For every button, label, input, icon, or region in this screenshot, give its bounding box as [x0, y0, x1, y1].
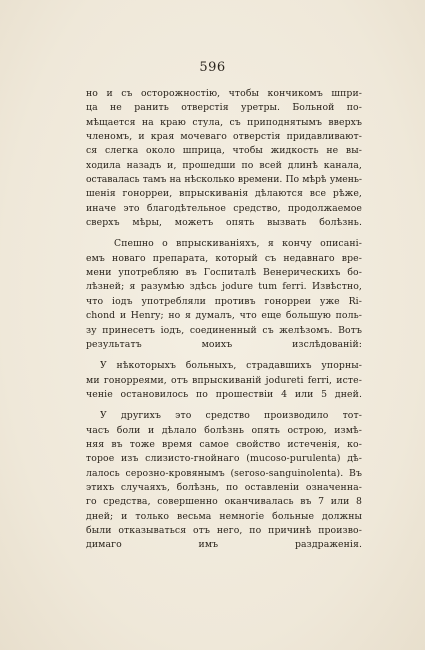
page-number: 596 — [199, 60, 226, 75]
text-line: часъ боли и дѣлало болѣзнь опять острою, измѣ- — [86, 424, 362, 436]
text-line: лѣзней; я разумѣю здѣсь jodure tum ferri. Извѣстно, — [86, 281, 362, 293]
text-line: шенія гонорреи, впрыскиванія дѣлаются все рѣже, — [86, 188, 362, 200]
text-line: няя въ тоже время самое свойство истеченія, ко- — [86, 438, 362, 450]
text-line: результатъ моихъ изслѣдованій: — [86, 338, 362, 350]
text-line: мени употребляю въ Госпиталѣ Венерическихъ бо- — [86, 267, 362, 279]
text-line: ходила назадъ и, прошедши по всей длинѣ канала, — [86, 159, 362, 171]
text-line: ченіе остановилось по прошествіи 4 или 5 дней. — [86, 388, 362, 400]
text-line: емъ новаго препарата, который съ недавнаго вре- — [86, 252, 362, 264]
paragraph-3 — [86, 359, 362, 402]
text-line: У нѣкоторыхъ больныхъ, страдавшихъ упорны- — [100, 360, 362, 372]
text-line: ся слегка около шприца, чтобы жидкость не вы- — [86, 145, 362, 157]
text-line: сверхъ мѣры, можетъ опять вызвать болѣзнь. — [86, 217, 362, 229]
text-line: были отказываться отъ него, по причинѣ произво- — [86, 524, 362, 536]
paragraph-1 — [86, 87, 362, 230]
text-line: ми гонорреями, отъ впрыскиваній jodureti ferri, исте- — [86, 374, 362, 386]
text-line: chond и Henry; но я думалъ, что еще большую поль- — [86, 310, 362, 322]
text-line: димаго имъ раздраженія. — [86, 539, 362, 551]
text-line: что іодъ употребляли противъ гонорреи уже Ri- — [86, 295, 362, 307]
text-line: членомъ, и края мочеваго отверстія придавливают- — [86, 131, 362, 143]
text-line: зу принесетъ іодъ, соединенный съ желѣзомъ. Вотъ — [86, 324, 362, 336]
text-line: иначе это благодѣтельное средство, продолжаемое — [86, 202, 362, 214]
paragraph-4 — [86, 409, 362, 552]
text-line: го средства, совершенно оканчивалась въ 7 или 8 — [86, 496, 362, 508]
body-text — [86, 87, 362, 553]
text-line: дней; и только весьма немногіе больные должны — [86, 510, 362, 522]
text-line: мѣщается на краю стула, съ приподнятымъ вверхъ — [86, 116, 362, 128]
text-line: лалось серозно-кровянымъ (seroso-sanguinolenta). Въ — [86, 467, 362, 479]
text-line: но и съ осторожностію, чтобы кончикомъ шпри- — [86, 88, 362, 99]
text-line: оставалась тамъ на нѣсколько времени. По мѣрѣ умень- — [86, 174, 362, 186]
text-line: торое изъ слизисто-гнойнаго (mucoso-purulenta) дѣ- — [86, 453, 362, 465]
text-line: этихъ случаяхъ, болѣзнь, по оставленіи означенна- — [86, 481, 362, 493]
text-line: ца не ранить отверстія уретры. Больной по- — [86, 102, 362, 114]
text-line: Спешно о впрыскиваніяхъ, я кончу описані- — [114, 238, 362, 250]
paragraph-2 — [86, 237, 362, 352]
text-line: У другихъ это средство производило тот- — [100, 410, 362, 422]
